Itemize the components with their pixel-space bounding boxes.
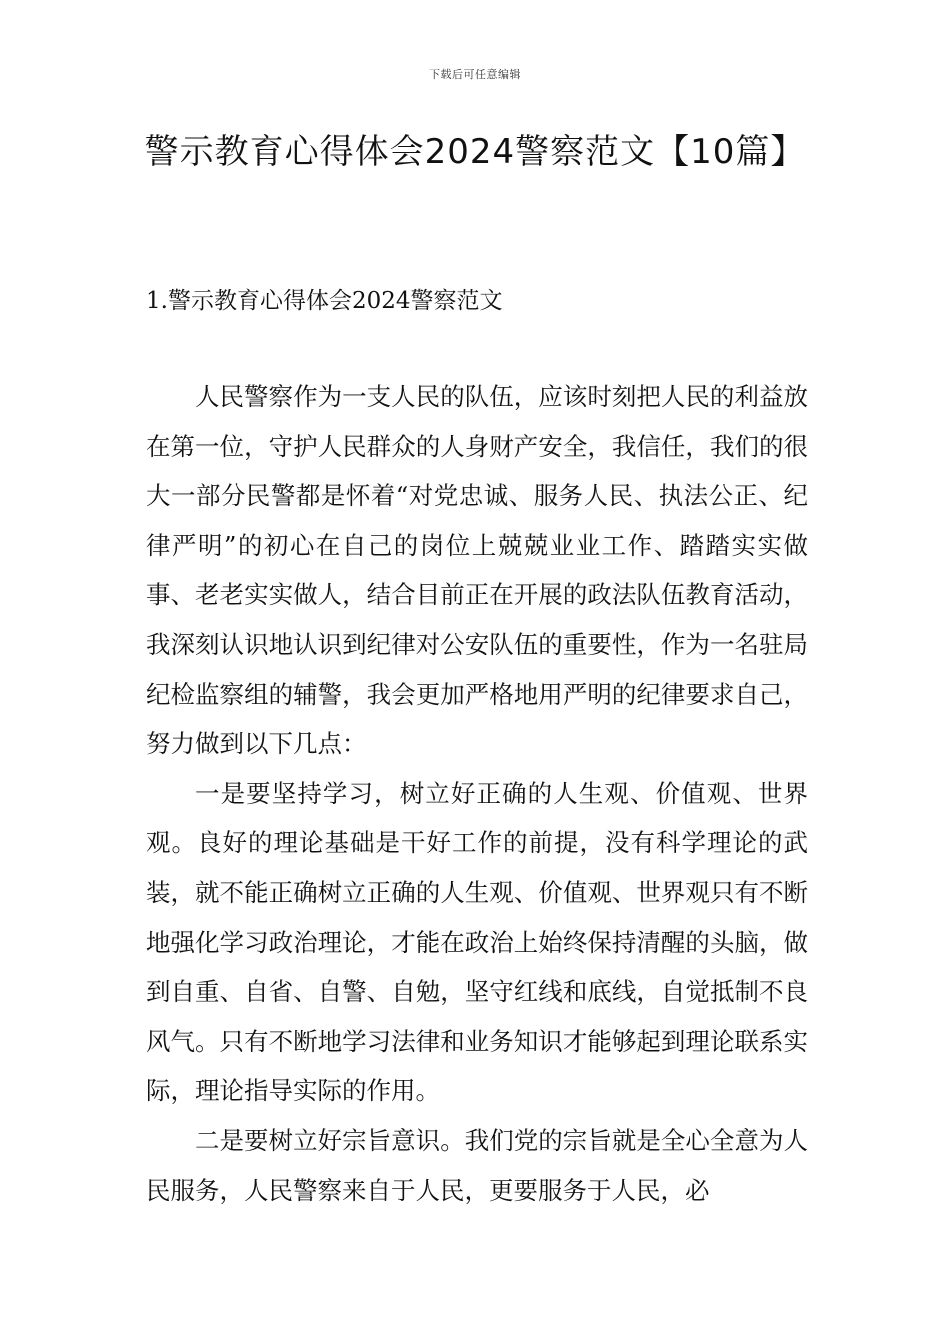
body-paragraph-3: 二是要树立好宗旨意识。我们党的宗旨就是全心全意为人民服务，人民警察来自于人民，更要服务于人民，必 xyxy=(146,1125,808,1205)
body-paragraph-1: 人民警察作为一支人民的队伍，应该时刻把人民的利益放在第一位，守护人民群众的人身财产安全，我信任，我们的很大一部分民警都是怀着“对党忠诚、服务人民、执法公正、纪律严明”的初心在自己的岗位上兢兢业业工作、踏踏实实做事、老老实实做人，结合目前正在开展的政法队伍教育活动，我深刻认识地认识到纪律对公安队伍的重要性，作为一名驻局纪检监察组的辅警，我会更加严格地用严明的纪律要求自己，努力做到以下几点： xyxy=(146,382,808,759)
body-paragraph-2: 一是要坚持学习，树立好正确的人生观、价值观、世界观。良好的理论基础是干好工作的前提，没有科学理论的武装，就不能正确树立正确的人生观、价值观、世界观只有不断地强化学习政治理论，才能在政治上始终保持清醒的头脑，做到自重、自省、自警、自勉，坚守红线和底线，自觉抵制不良风气。只有不断地学习法律和业务知识才能够起到理论联系实际，理论指导实际的作用。 xyxy=(146,778,808,1106)
document-body xyxy=(146,372,808,1215)
document-title: 警示教育心得体会2024警察范文【10篇】 xyxy=(144,132,806,172)
header-note: 下载后可任意编辑 xyxy=(429,68,521,81)
section-heading: 1.警示教育心得体会2024警察范文 xyxy=(146,288,503,314)
